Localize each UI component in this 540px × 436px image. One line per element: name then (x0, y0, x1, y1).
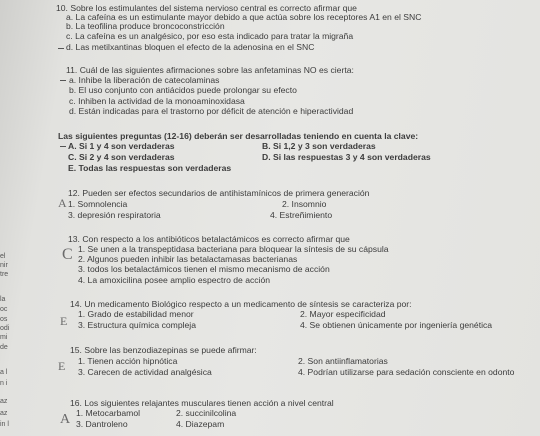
q13-option-4: 4. La amoxicilina posee amplio espectro de acción (78, 275, 271, 285)
q14-option-4: 4. Se obtienen únicamente por ingeniería genética (300, 320, 493, 330)
q16-stem: 16. Los siguientes relajantes musculares tienen acción a nivel central (70, 398, 334, 408)
q14-option-3: 3. Estructura química compleja (78, 320, 196, 330)
q11-answer-mark (60, 80, 66, 81)
margin-fragment: la (0, 296, 6, 303)
margin-fragment: n i (0, 380, 8, 387)
q15-stem: 15. Sobre las benzodiazepinas se puede afirmar: (70, 345, 257, 355)
q12-option-4: 4. Estreñimiento (270, 210, 333, 220)
q12-handwritten-answer: A (58, 196, 67, 210)
q16-option-4: 4. Diazepam (176, 419, 225, 429)
q15-option-1: 1. Tienen acción hipnótica (78, 356, 178, 366)
q13-option-1: 1. Se unen a la transpeptidasa bacteriana para bloquear la síntesis de su cápsula (78, 244, 389, 254)
q12-option-1: 1. Somnolencia (68, 199, 128, 209)
key-option-B: B. Si 1,2 y 3 son verdaderas (262, 141, 376, 151)
key-option-E: E. Todas las respuestas son verdaderas (68, 163, 232, 173)
q11-option-b: b. El uso conjunto con antiácidos puede prolongar su efecto (69, 85, 297, 95)
q13-option-2: 2. Algunos pueden inhibir las betalactamasas bacterianas (78, 254, 298, 264)
q10-answer-mark (58, 48, 64, 49)
margin-fragment: nir (0, 262, 8, 269)
margin-fragment: de (0, 344, 8, 351)
q14-option-2: 2. Mayor especificidad (300, 309, 386, 319)
q15-handwritten-answer: E (58, 359, 66, 373)
margin-fragment: mi (0, 334, 8, 341)
q11-stem: 11. Cuál de las siguientes afirmaciones sobre las anfetaminas NO es cierta: (66, 65, 354, 75)
q11-option-c: c. Inhiben la actividad de la monoaminoxidasa (69, 96, 245, 106)
q15-option-4: 4. Podrían utilizarse para sedación consciente en odonto (298, 367, 515, 377)
key-option-C: C. Si 2 y 4 son verdaderas (68, 152, 175, 162)
q14-option-1: 1. Grado de estabilidad menor (78, 309, 194, 319)
margin-fragment: el (0, 253, 6, 260)
margin-fragment: tre (0, 271, 9, 278)
q10-option-a: a. La cafeína es un estimulante mayor debido a que actúa sobre los receptores A1 en el SNC (66, 12, 422, 22)
q13-stem: 13. Con respecto a los antibióticos betalactámicos es correcto afirmar que (68, 234, 350, 244)
key-stem: Las siguientes preguntas (12-16) deberán ser desarrolladas teniendo en cuenta la clave: (58, 131, 419, 141)
margin-fragment: az (0, 410, 8, 417)
key-answer-mark (60, 146, 66, 147)
q12-stem: 12. Pueden ser efectos secundarios de antihistamínicos de primera generación (68, 188, 370, 198)
q15-option-2: 2. Son antiinflamatorias (298, 356, 388, 366)
q12-option-3: 3. depresión respiratoria (68, 210, 161, 220)
q12-option-2: 2. Insomnio (282, 199, 327, 209)
margin-fragment: oc (0, 306, 8, 313)
q10-option-c: c. La cafeína es un analgésico, por eso esta indicado para tratar la migraña (66, 31, 354, 41)
q16-option-2: 2. succinilcolina (176, 408, 237, 418)
q10-stem: 10. Sobre los estimulantes del sistema nervioso central es correcto afirmar que (56, 3, 357, 13)
q15-option-3: 3. Carecen de actividad analgésica (78, 367, 212, 377)
margin-fragment: os (0, 316, 8, 323)
key-option-A: A. Si 1 y 4 son verdaderas (68, 141, 175, 151)
q11-option-d: d. Están indicadas para el trastorno por déficit de atención e hiperactividad (69, 106, 354, 116)
q14-stem: 14. Un medicamento Biológico respecto a un medicamento de síntesis se caracteriza por: (70, 299, 412, 309)
q10-option-b: b. La teofilina produce broncoconstricción (66, 21, 225, 31)
q11-option-a: a. Inhibe la liberación de catecolaminas (69, 75, 220, 85)
margin-fragment: in l (0, 421, 9, 428)
q13-handwritten-answer: C (62, 246, 73, 263)
margin-fragment: az (0, 398, 8, 405)
q14-handwritten-answer: E (60, 314, 68, 328)
q16-option-1: 1. Metocarbamol (76, 408, 141, 418)
margin-fragment: odi (0, 325, 10, 332)
margin-fragment: a l (0, 369, 8, 376)
q13-option-3: 3. todos los betalactámicos tienen el mismo mecanismo de acción (78, 264, 330, 274)
q16-handwritten-answer: A (60, 412, 71, 427)
key-option-D: D. Si las respuestas 3 y 4 son verdaderas (262, 152, 431, 162)
q16-option-3: 3. Dantroleno (76, 419, 128, 429)
q10-option-d: d. Las metilxantinas bloquen el efecto de la adenosina en el SNC (66, 42, 315, 52)
